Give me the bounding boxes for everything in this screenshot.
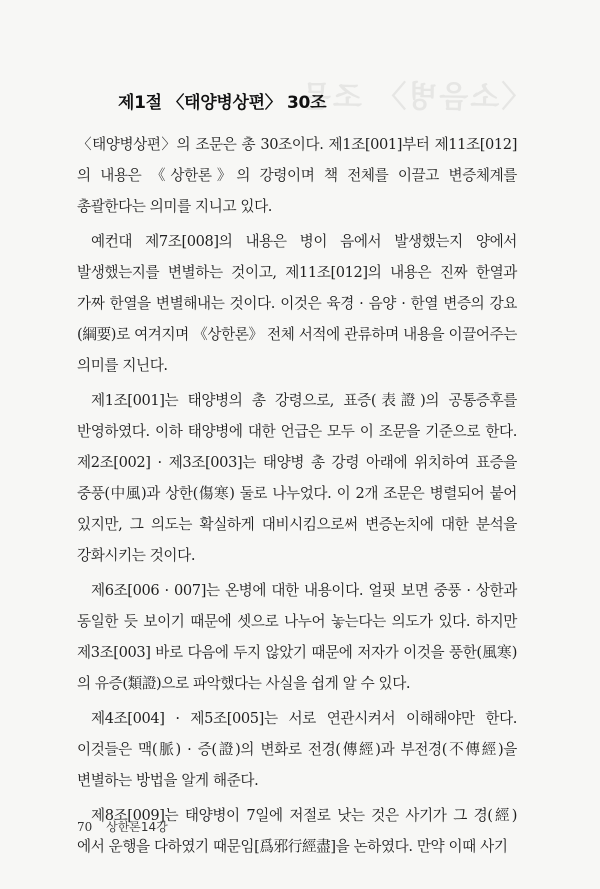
book-title: 상한론14강: [106, 820, 168, 834]
paragraph: 제1조[001]는 태양병의 총 강령으로, 표증(表證)의 공통증후를 반영하였다. 이하 태양병에 대한 언급은 모두 이 조문을 기준으로 한다. 제2조[002] · 제3조[003]는 태양병 총 강령 아래에 위치하여 표증을 중풍(中風)과 상한(傷寒) 둘로 나누었다. 이 2개 조문은 병렬되어 붙어 있지만, 그 의도는 확실하게 대비시킴으로써 변증논치에 대한 분석을 강화시키는 것이다.: [77, 392, 517, 564]
section-heading: 제1절 〈태양병상편〉 30조: [118, 93, 327, 113]
paragraph: 예컨대 제7조[008]의 내용은 병이 음에서 발생했는지 양에서 발생했는지를 변별하는 것이고, 제11조[012]의 내용은 진짜 한열과 가짜 한열을 변별해내는 것이다. 이것은 육경 · 음양 · 한열 변증의 강요(綱要)로 여겨지며 《상한론》 전체 서적에 관류하며 내용을 이끌어주는 의미를 지닌다.: [77, 233, 517, 374]
paragraph: 〈태양병상편〉의 조문은 총 30조이다. 제1조[001]부터 제11조[012]의 내용은 《상한론》의 강령이며 책 전체를 이끌고 변증체계를 총괄한다는 의미를 지니고 있다.: [77, 136, 517, 215]
bleed-through-text: 〈소음병〉 조문: [300, 80, 532, 115]
body-text: [77, 129, 517, 866]
paragraph: 제6조[006 · 007]는 온병에 대한 내용이다. 얼핏 보면 중풍 · 상한과 동일한 듯 보이기 때문에 셋으로 나누어 놓는다는 의도가 있다. 하지만 제3조[003] 바로 다음에 두지 않았기 때문에 저자가 이것을 풍한(風寒)의 유증(類證)으로 파악했다는 사실을 쉽게 알 수 있다.: [77, 582, 517, 692]
page-footer: [77, 818, 168, 835]
page-number: 70: [77, 820, 93, 834]
paragraph: 제4조[004] · 제5조[005]는 서로 연관시켜서 이해해야만 한다. 이것들은 맥(脈) · 증(證)의 변화로 전경(傳經)과 부전경(不傳經)을 변별하는 방법을 알게 해준다.: [77, 710, 517, 789]
paragraph: 제8조[009]는 태양병이 7일에 저절로 낫는 것은 사기가 그 경(經)에서 운행을 다하였기 때문임[爲邪行經盡]을 논하였다. 만약 이때 사기: [77, 807, 517, 855]
